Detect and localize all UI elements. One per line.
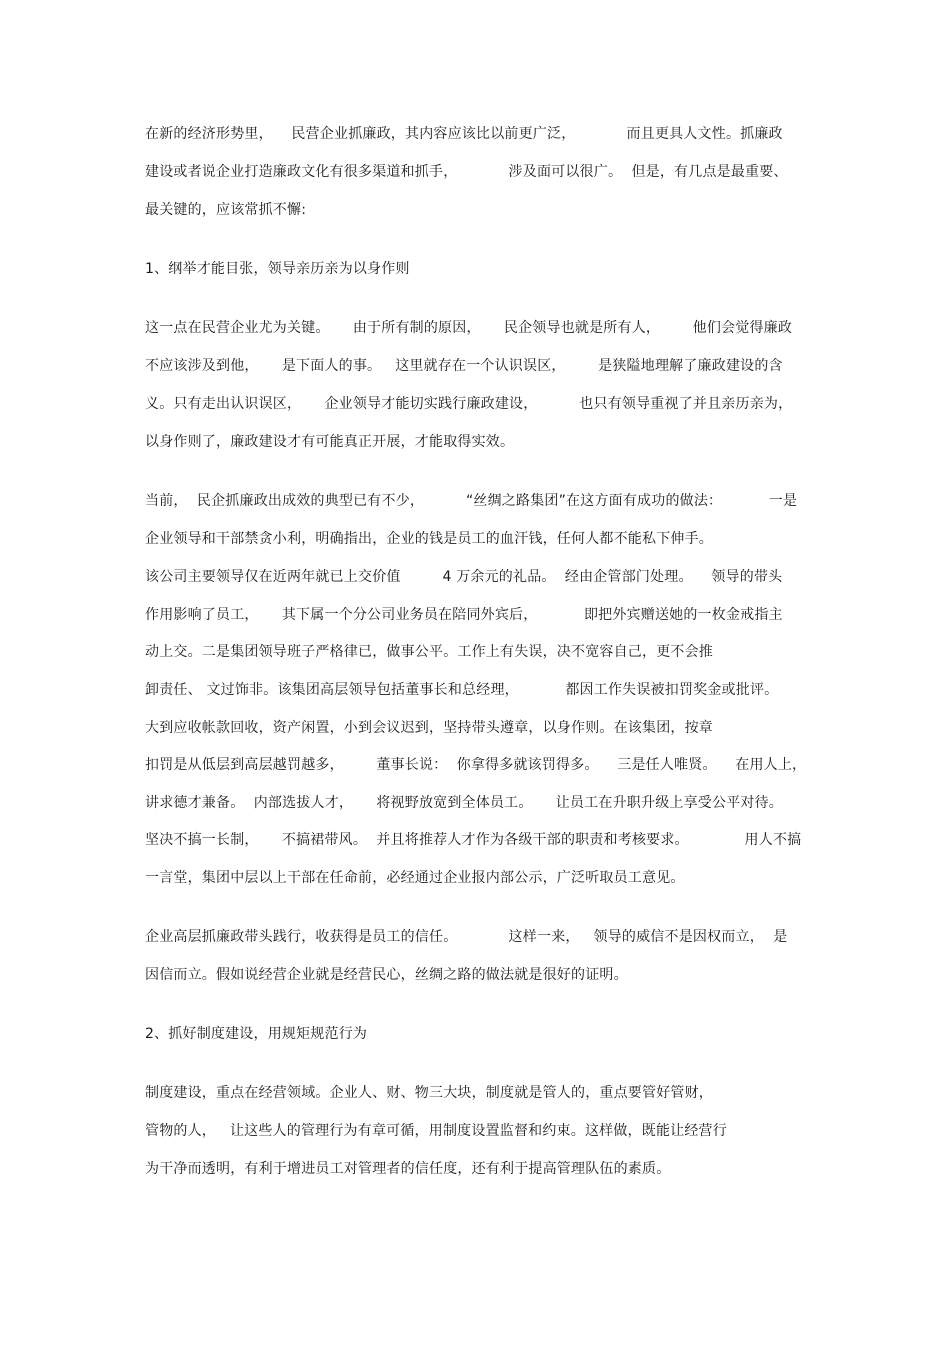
para4-line-1: 制度建设，重点在经营领域。企业人、财、物三大块，制度就是管人的，重点要管好管财， — [145, 1085, 713, 1101]
para2-line-10: 坚决不搞一长制， 不搞裙带风。 并且将推荐人才作为各级干部的职责和考核要求。 用人不搞 — [145, 832, 802, 848]
para1-line-4: 以身作则了，廉政建设才有可能真正开展，才能取得实效。 — [145, 434, 515, 450]
section-heading-2: 2、抓好制度建设，用规矩规范行为 — [145, 1026, 368, 1042]
para1-line-1: 这一点在民营企业尤为关键。 由于所有制的原因， 民企领导也就是所有人， 他们会觉得廉政 — [145, 320, 793, 336]
intro-line-2: 建设或者说企业打造廉政文化有很多渠道和抓手， 涉及面可以很广。 但是，有几点是最重要、 — [145, 164, 788, 180]
intro-line-1: 在新的经济形势里， 民营企业抓廉政，其内容应该比以前更广泛， 而且更具人文性。抓廉政 — [145, 126, 783, 142]
para2-line-6: 卸责任、 文过饰非。该集团高层领导包括董事长和总经理， 都因工作失误被扣罚奖金或批评。 — [145, 682, 779, 698]
para2-line-3: 该公司主要领导仅在近两年就已上交价值 4 万余元的礼品。 经由企管部门处理。 领导的带头 — [145, 569, 783, 585]
para2-line-11: 一言堂，集团中层以上干部在任命前，必经通过企业报内部公示，广泛听取员工意见。 — [145, 870, 685, 886]
para4-line-2: 管物的人， 让这些人的管理行为有章可循，用制度设置监督和约束。这样做，既能让经营行 — [145, 1123, 727, 1139]
para2-line-8: 扣罚是从低层到高层越罚越多， 董事长说： 你拿得多就该罚得多。 三是任人唯贤。 在用人上， — [145, 757, 807, 773]
para2-line-7: 大到应收帐款回收，资产闲置，小到会议迟到，坚持带头遵章，以身作则。在该集团，按章 — [145, 720, 713, 736]
intro-line-3: 最关键的，应该常抓不懈: — [145, 202, 307, 218]
para2-line-1: 当前， 民企抓廉政出成效的典型已有不少， “丝绸之路集团”在这方面有成功的做法： 一是 — [145, 493, 798, 509]
para4-line-3: 为干净而透明，有利于增进员工对管理者的信任度，还有利于提高管理队伍的素质。 — [145, 1161, 671, 1177]
para1-line-2: 不应该涉及到他， 是下面人的事。 这里就存在一个认识误区， 是狭隘地理解了廉政建设的含 — [145, 358, 783, 374]
para2-line-2: 企业领导和干部禁贪小利，明确指出，企业的钱是员工的血汗钱，任何人都不能私下伸手。 — [145, 531, 713, 547]
para2-line-5: 动上交。二是集团领导班子严格律已，做事公平。工作上有失误，决不宽容自己，更不会推 — [145, 644, 713, 660]
section-heading-1: 1、纲举才能目张，领导亲历亲为以身作则 — [145, 261, 410, 277]
para2-line-4: 作用影响了员工， 其下属一个分公司业务员在陪同外宾后， 即把外宾赠送她的一枚金戒指主 — [145, 607, 783, 623]
para3-line-2: 因信而立。假如说经营企业就是经营民心，丝绸之路的做法就是很好的证明。 — [145, 967, 628, 983]
para1-line-3: 义。只有走出认识误区， 企业领导才能切实践行廉政建设， 也只有领导重视了并且亲历亲为， — [145, 396, 793, 412]
para3-line-1: 企业高层抓廉政带头践行，收获得是员工的信任。 这样一来， 领导的威信不是因权而立， 是 — [145, 929, 788, 945]
para2-line-9: 讲求德才兼备。 内部选拔人才， 将视野放宽到全体员工。 让员工在升职升级上享受公平对待。 — [145, 795, 783, 811]
